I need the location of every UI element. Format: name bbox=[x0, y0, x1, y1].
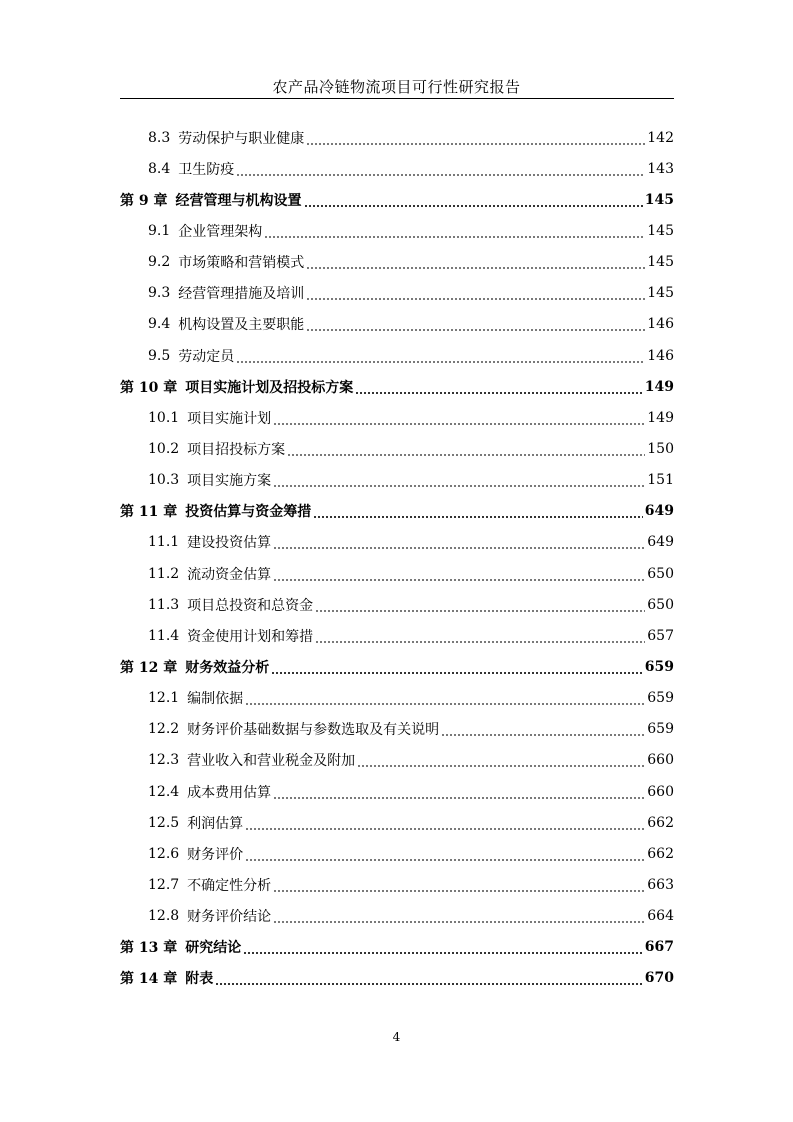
toc-dot-leader bbox=[273, 567, 645, 581]
toc-dot-leader bbox=[306, 131, 645, 145]
toc-entry-number: 10.1 bbox=[148, 409, 180, 426]
toc-entry-title: 流动资金估算 bbox=[187, 566, 272, 583]
toc-entry-title: 市场策略和营销模式 bbox=[178, 255, 305, 272]
toc-dot-leader bbox=[264, 224, 645, 238]
toc-entry-number: 12.4 bbox=[148, 783, 180, 800]
toc-dot-leader bbox=[315, 629, 645, 643]
toc-dot-leader bbox=[236, 349, 645, 363]
toc-section-entry[interactable] bbox=[120, 278, 674, 309]
toc-chapter-entry[interactable] bbox=[120, 963, 674, 994]
toc-entry-title: 财务效益分析 bbox=[185, 659, 270, 676]
toc-entry-number: 12.7 bbox=[148, 876, 180, 893]
toc-entry-title: 资金使用计划和筹措 bbox=[187, 628, 314, 645]
toc-entry-number: 第 14 章 bbox=[120, 971, 178, 988]
toc-section-entry[interactable] bbox=[120, 869, 674, 900]
toc-entry-number: 9.4 bbox=[148, 316, 171, 333]
toc-section-entry[interactable] bbox=[120, 589, 674, 620]
toc-entry-title: 卫生防疫 bbox=[178, 161, 235, 178]
toc-entry-page: 659 bbox=[644, 658, 674, 675]
toc-entry-number: 第 12 章 bbox=[120, 659, 178, 676]
toc-section-entry[interactable] bbox=[120, 558, 674, 589]
toc-chapter-entry[interactable] bbox=[120, 651, 674, 682]
toc-dot-leader bbox=[273, 535, 645, 549]
toc-dot-leader bbox=[306, 286, 645, 300]
toc-dot-leader bbox=[287, 442, 645, 456]
toc-entry-number: 10.2 bbox=[148, 440, 180, 457]
toc-dot-leader bbox=[245, 847, 645, 861]
toc-entry-title: 不确定性分析 bbox=[187, 877, 272, 894]
header-divider bbox=[120, 98, 674, 99]
toc-chapter-entry[interactable] bbox=[120, 496, 674, 527]
toc-entry-page: 659 bbox=[647, 721, 674, 738]
toc-entry-page: 662 bbox=[647, 845, 674, 862]
toc-section-entry[interactable] bbox=[120, 838, 674, 869]
toc-entry-page: 146 bbox=[647, 347, 674, 364]
toc-dot-leader bbox=[245, 816, 645, 830]
toc-chapter-entry[interactable] bbox=[120, 932, 674, 963]
toc-dot-leader bbox=[273, 878, 645, 892]
toc-entry-title: 编制依据 bbox=[187, 691, 244, 708]
toc-dot-leader bbox=[271, 660, 643, 674]
toc-entry-page: 664 bbox=[647, 908, 674, 925]
toc-entry-title: 投资估算与资金筹措 bbox=[185, 504, 312, 521]
toc-section-entry[interactable] bbox=[120, 745, 674, 776]
toc-entry-page: 145 bbox=[647, 254, 674, 271]
toc-section-entry[interactable] bbox=[120, 776, 674, 807]
toc-entry-number: 11.3 bbox=[148, 596, 180, 613]
toc-section-entry[interactable] bbox=[120, 901, 674, 932]
toc-entry-page: 145 bbox=[647, 285, 674, 302]
toc-dot-leader bbox=[273, 473, 645, 487]
toc-entry-number: 11.2 bbox=[148, 565, 180, 582]
toc-entry-number: 10.3 bbox=[148, 472, 180, 489]
toc-entry-title: 研究结论 bbox=[185, 940, 242, 957]
toc-chapter-entry[interactable] bbox=[120, 371, 674, 402]
toc-chapter-entry[interactable] bbox=[120, 184, 674, 215]
toc-entry-page: 145 bbox=[644, 191, 674, 208]
toc-entry-page: 149 bbox=[644, 378, 674, 395]
toc-section-entry[interactable] bbox=[120, 527, 674, 558]
toc-dot-leader bbox=[236, 162, 645, 176]
toc-section-entry[interactable] bbox=[120, 215, 674, 246]
toc-entry-page: 663 bbox=[647, 876, 674, 893]
toc-entry-title: 经营管理措施及培训 bbox=[178, 286, 305, 303]
toc-entry-title: 劳动定员 bbox=[178, 348, 235, 365]
toc-entry-title: 劳动保护与职业健康 bbox=[178, 130, 305, 147]
toc-entry-page: 660 bbox=[647, 752, 674, 769]
toc-entry-title: 利润估算 bbox=[187, 815, 244, 832]
toc-entry-title: 项目实施计划 bbox=[187, 410, 272, 427]
toc-entry-page: 151 bbox=[647, 472, 674, 489]
page-number: 4 bbox=[392, 1030, 401, 1044]
toc-entry-title: 建设投资估算 bbox=[187, 535, 272, 552]
toc-section-entry[interactable] bbox=[120, 247, 674, 278]
toc-entry-title: 项目实施计划及招投标方案 bbox=[185, 379, 354, 396]
toc-entry-title: 财务评价基础数据与参数选取及有关说明 bbox=[187, 722, 440, 739]
toc-entry-page: 145 bbox=[647, 222, 674, 239]
toc-entry-number: 第 9 章 bbox=[120, 192, 168, 209]
toc-entry-number: 8.4 bbox=[148, 160, 171, 177]
toc-entry-page: 146 bbox=[647, 316, 674, 333]
toc-entry-number: 9.1 bbox=[148, 222, 171, 239]
toc-section-entry[interactable] bbox=[120, 714, 674, 745]
toc-entry-page: 650 bbox=[647, 565, 674, 582]
toc-entry-page: 657 bbox=[647, 627, 674, 644]
toc-entry-page: 142 bbox=[647, 129, 674, 146]
toc-section-entry[interactable] bbox=[120, 620, 674, 651]
toc-entry-number: 12.2 bbox=[148, 721, 180, 738]
table-of-contents bbox=[120, 122, 674, 994]
toc-entry-page: 650 bbox=[647, 596, 674, 613]
toc-entry-title: 营业收入和营业税金及附加 bbox=[187, 753, 356, 770]
toc-dot-leader bbox=[306, 255, 645, 269]
toc-entry-number: 12.8 bbox=[148, 908, 180, 925]
toc-entry-page: 667 bbox=[644, 939, 674, 956]
toc-entry-page: 662 bbox=[647, 814, 674, 831]
toc-entry-page: 660 bbox=[647, 783, 674, 800]
toc-entry-title: 项目总投资和总资金 bbox=[187, 597, 314, 614]
toc-dot-leader bbox=[315, 598, 645, 612]
toc-entry-title: 项目招投标方案 bbox=[187, 441, 286, 458]
toc-section-entry[interactable] bbox=[120, 433, 674, 464]
toc-dot-leader bbox=[273, 411, 645, 425]
toc-entry-page: 649 bbox=[647, 534, 674, 551]
document-header-title: 农产品冷链物流项目可行性研究报告 bbox=[272, 78, 521, 96]
toc-dot-leader bbox=[215, 971, 643, 985]
toc-dot-leader bbox=[273, 785, 645, 799]
toc-entry-number: 9.3 bbox=[148, 285, 171, 302]
toc-section-entry[interactable] bbox=[120, 340, 674, 371]
toc-dot-leader bbox=[243, 940, 643, 954]
toc-dot-leader bbox=[357, 753, 645, 767]
toc-entry-title: 项目实施方案 bbox=[187, 473, 272, 490]
toc-section-entry[interactable] bbox=[120, 683, 674, 714]
toc-entry-title: 财务评价结论 bbox=[187, 909, 272, 926]
toc-dot-leader bbox=[313, 504, 643, 518]
toc-section-entry[interactable] bbox=[120, 309, 674, 340]
toc-dot-leader bbox=[304, 193, 643, 207]
toc-entry-number: 9.2 bbox=[148, 254, 171, 271]
toc-section-entry[interactable] bbox=[120, 807, 674, 838]
toc-entry-number: 11.1 bbox=[148, 534, 180, 551]
toc-entry-page: 659 bbox=[647, 690, 674, 707]
toc-entry-number: 第 10 章 bbox=[120, 379, 178, 396]
toc-entry-number: 12.3 bbox=[148, 752, 180, 769]
toc-entry-number: 11.4 bbox=[148, 627, 180, 644]
toc-entry-page: 149 bbox=[647, 409, 674, 426]
toc-dot-leader bbox=[355, 380, 643, 394]
toc-entry-page: 143 bbox=[647, 160, 674, 177]
toc-entry-title: 经营管理与机构设置 bbox=[175, 192, 302, 209]
toc-section-entry[interactable] bbox=[120, 465, 674, 496]
toc-entry-title: 机构设置及主要职能 bbox=[178, 317, 305, 334]
toc-dot-leader bbox=[273, 909, 645, 923]
toc-entry-number: 12.1 bbox=[148, 690, 180, 707]
toc-entry-title: 成本费用估算 bbox=[187, 784, 272, 801]
toc-entry-number: 第 13 章 bbox=[120, 940, 178, 957]
toc-dot-leader bbox=[441, 722, 645, 736]
toc-entry-number: 8.3 bbox=[148, 129, 171, 146]
toc-entry-title: 财务评价 bbox=[187, 846, 244, 863]
toc-entry-number: 9.5 bbox=[148, 347, 171, 364]
toc-entry-number: 第 11 章 bbox=[120, 504, 178, 521]
toc-entry-number: 12.5 bbox=[148, 814, 180, 831]
toc-entry-page: 150 bbox=[647, 440, 674, 457]
toc-entry-title: 企业管理架构 bbox=[178, 223, 263, 240]
toc-dot-leader bbox=[306, 317, 645, 331]
toc-section-entry[interactable] bbox=[120, 153, 674, 184]
toc-entry-title: 附表 bbox=[185, 971, 214, 988]
toc-section-entry[interactable] bbox=[120, 122, 674, 153]
toc-entry-page: 670 bbox=[644, 970, 674, 987]
toc-section-entry[interactable] bbox=[120, 402, 674, 433]
toc-entry-page: 649 bbox=[644, 503, 674, 520]
toc-entry-number: 12.6 bbox=[148, 845, 180, 862]
toc-dot-leader bbox=[245, 691, 645, 705]
